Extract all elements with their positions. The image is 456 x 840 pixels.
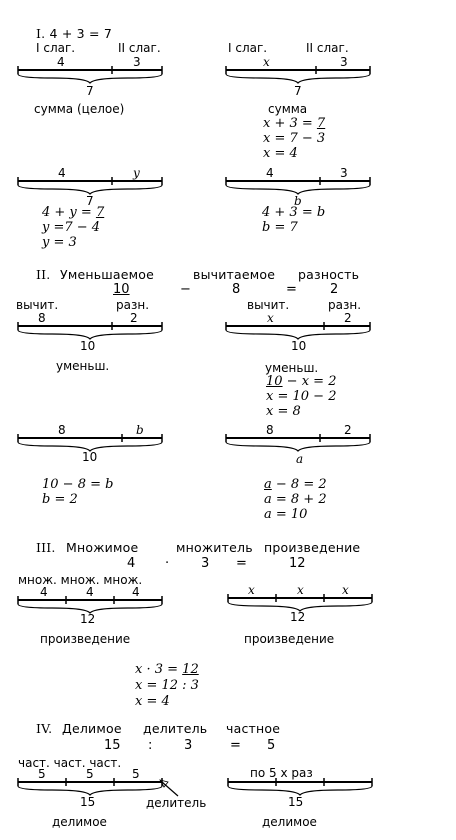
segment-diagram <box>16 64 166 84</box>
equation: a = 10 <box>264 507 308 522</box>
section-1-number: I. <box>36 26 46 41</box>
total-value: 7 <box>86 194 94 208</box>
equation: x · 3 = 12 <box>135 662 199 677</box>
segment-diagram <box>224 175 374 195</box>
label-second-addend: II слаг. <box>118 41 161 55</box>
caption-dividend: делимое <box>262 815 317 829</box>
segment-value: x <box>267 311 274 325</box>
caption-minuend: уменьш. <box>56 359 110 373</box>
segment-diagram <box>226 592 376 612</box>
operator-minus: − <box>180 282 191 297</box>
heading-multiplier: множитель <box>176 540 253 555</box>
segment-value: 3 <box>340 166 348 180</box>
label-quotients: част. част. част. <box>18 756 122 770</box>
segment-value: 5 <box>86 767 94 781</box>
equation: x = 10 − 2 <box>266 389 337 404</box>
equation: x = 4 <box>135 694 170 709</box>
label-difference: разн. <box>328 298 362 312</box>
segment-value: b <box>136 423 144 437</box>
total-value: 15 <box>288 795 304 809</box>
heading-difference: разность <box>298 267 360 282</box>
operator-equals: = <box>230 738 241 753</box>
caption-dividend: делимое <box>52 815 107 829</box>
equation: 10 − x = 2 <box>266 374 337 389</box>
segment-value: 8 <box>58 423 66 437</box>
segment-value: y <box>133 166 140 180</box>
segment-value: 2 <box>344 423 352 437</box>
equation: 4 + y = 7 <box>42 205 105 220</box>
segment-value: 2 <box>130 311 138 325</box>
segment-diagram <box>16 776 166 796</box>
total-value: 10 <box>80 339 96 353</box>
caption-product: произведение <box>40 632 131 646</box>
equation: 4 + 3 = b <box>262 205 326 220</box>
segment-value: 2 <box>344 311 352 325</box>
label-subtrahend: вычит. <box>16 298 59 312</box>
total-value: b <box>294 194 302 208</box>
label-subtrahend: вычит. <box>247 298 290 312</box>
segment-value: 3 <box>133 55 141 69</box>
segment-value: x <box>263 55 270 69</box>
segment-value: 3 <box>340 55 348 69</box>
segment-value: 4 <box>266 166 274 180</box>
value-difference: 2 <box>330 282 339 297</box>
segment-diagram <box>16 320 166 340</box>
total-value: 7 <box>294 84 302 98</box>
heading-multiplicand: Множимое <box>66 540 139 555</box>
segment-value: 4 <box>58 166 66 180</box>
segment-value: 5 <box>38 767 46 781</box>
value-dividend: 15 <box>104 738 121 753</box>
segment-diagram <box>224 432 374 452</box>
section-1-title <box>36 27 112 41</box>
equation: a − 8 = 2 <box>264 477 327 492</box>
value-multiplicand: 4 <box>127 556 136 571</box>
segment-value: 8 <box>266 423 274 437</box>
equation: y = 3 <box>42 235 77 250</box>
section-3-number: III. <box>36 540 56 555</box>
equation: x = 8 <box>266 404 301 419</box>
caption-sum: сумма <box>268 102 308 116</box>
segment-value: 4 <box>40 585 48 599</box>
label-multiplicands: множ. множ. множ. <box>18 573 143 587</box>
equation: b = 7 <box>262 220 298 235</box>
total-value: 12 <box>290 610 306 624</box>
equation: 10 − 8 = b <box>42 477 114 492</box>
segment-value: 5 <box>132 767 140 781</box>
segment-value: 8 <box>38 311 46 325</box>
segment-value: 4 <box>86 585 94 599</box>
heading-divisor: делитель <box>143 721 208 736</box>
operator-equals: = <box>236 556 247 571</box>
value-quotient: 5 <box>267 738 276 753</box>
total-value: 12 <box>80 612 96 626</box>
section-1-expression: 4 + 3 = 7 <box>49 26 112 41</box>
equation: b = 2 <box>42 492 78 507</box>
segment-diagram <box>226 776 376 796</box>
caption-product: произведение <box>244 632 335 646</box>
section-4-number: IV. <box>36 721 53 736</box>
operator-equals: = <box>286 282 297 297</box>
equation: x = 4 <box>263 146 298 161</box>
segment-diagram <box>224 320 374 340</box>
total-value: a <box>296 452 304 466</box>
value-minuend: 10 <box>113 282 130 297</box>
label-divisor: делитель <box>146 796 207 810</box>
total-value: 10 <box>82 450 98 464</box>
total-value: 7 <box>86 84 94 98</box>
heading-quotient: частное <box>226 721 281 736</box>
caption-sum-whole: сумма (целое) <box>34 102 125 116</box>
segment-diagram <box>16 175 166 195</box>
total-value: 10 <box>291 339 307 353</box>
label-second-addend: II слаг. <box>306 41 349 55</box>
segment-value: 4 <box>132 585 140 599</box>
label-difference: разн. <box>116 298 150 312</box>
value-multiplier: 3 <box>201 556 210 571</box>
segment-value: x <box>248 583 255 597</box>
equation: y =7 − 4 <box>42 220 101 235</box>
heading-minuend: Уменьшаемое <box>60 267 155 282</box>
total-value: 15 <box>80 795 96 809</box>
equation: x = 7 − 3 <box>263 131 326 146</box>
label-five-x-times: по 5 x раз <box>250 766 313 780</box>
label-first-addend: I слаг. <box>36 41 76 55</box>
segment-value: 4 <box>57 55 65 69</box>
operator-dot: · <box>165 556 170 571</box>
heading-dividend: Делимое <box>62 721 122 736</box>
segment-diagram <box>16 594 166 614</box>
value-subtrahend: 8 <box>232 282 241 297</box>
heading-subtrahend: вычитаемое <box>193 267 276 282</box>
equation: x = 12 : 3 <box>135 678 199 693</box>
segment-diagram <box>16 432 166 452</box>
section-2-number: II. <box>36 267 51 282</box>
value-product: 12 <box>289 556 306 571</box>
equation: a = 8 + 2 <box>264 492 327 507</box>
equation: x + 3 = 7 <box>263 116 326 131</box>
segment-value: x <box>297 583 304 597</box>
segment-value: x <box>342 583 349 597</box>
heading-product: произведение <box>264 540 361 555</box>
label-first-addend: I слаг. <box>228 41 268 55</box>
caption-minuend: уменьш. <box>265 361 319 375</box>
segment-diagram <box>224 64 374 84</box>
operator-divide: : <box>148 738 153 753</box>
value-divisor: 3 <box>184 738 193 753</box>
